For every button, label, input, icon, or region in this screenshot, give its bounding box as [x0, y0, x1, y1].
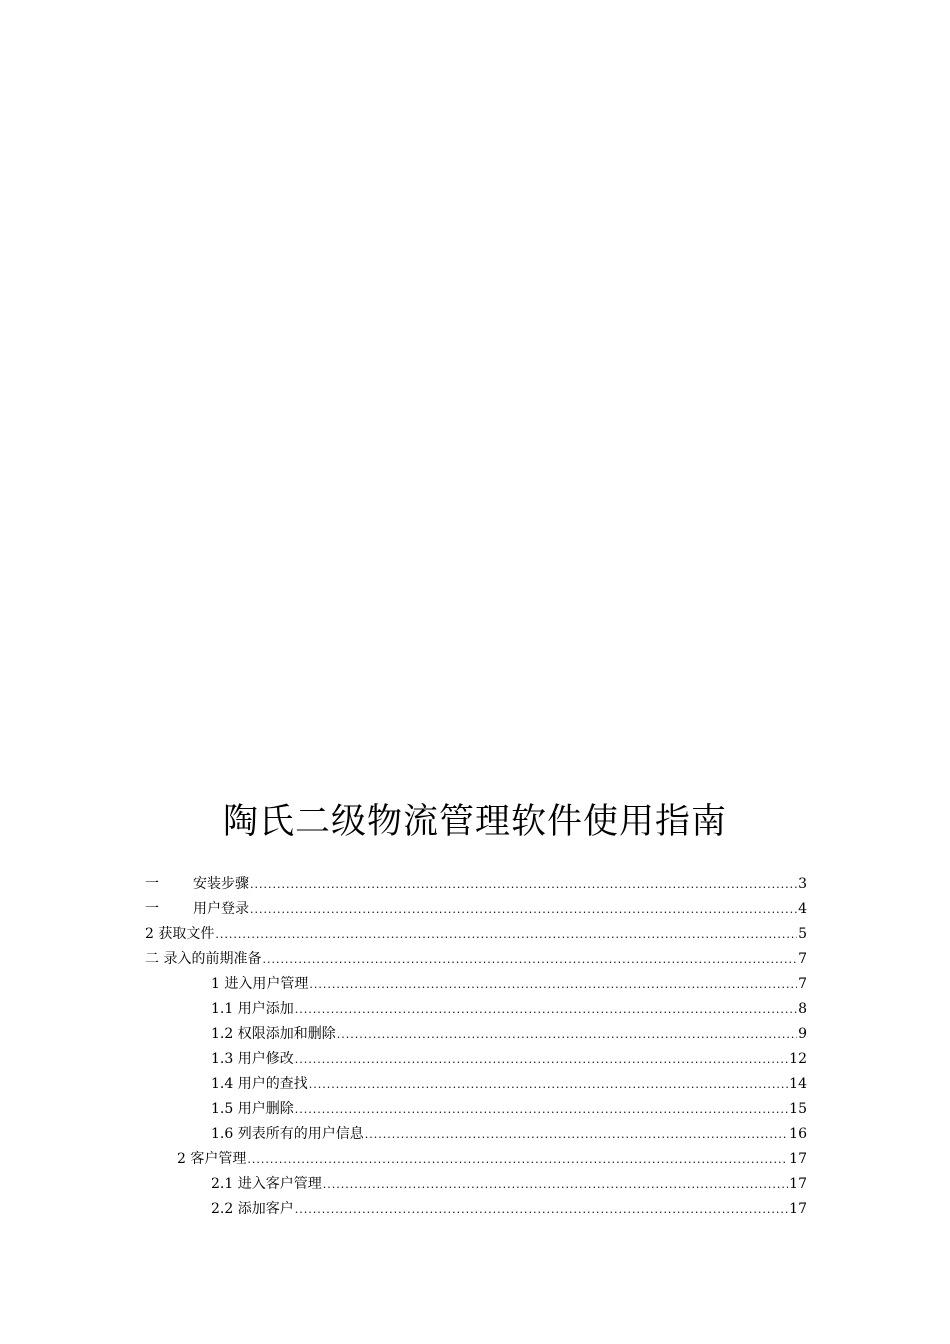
toc-leader-dots: [295, 1097, 788, 1122]
toc-entry[interactable]: [145, 947, 807, 972]
toc-leader-dots: [215, 922, 797, 947]
document-title: 陶氏二级物流管理软件使用指南: [222, 802, 727, 842]
toc-entry[interactable]: [145, 1072, 807, 1097]
toc-entry-page: 12: [789, 1051, 807, 1067]
toc-entry[interactable]: [145, 1147, 807, 1172]
toc-entry[interactable]: [145, 1022, 807, 1047]
toc-entry-label: 1 进入用户管理: [211, 976, 309, 992]
toc-entry-page: 17: [789, 1176, 807, 1192]
toc-entry-label: 用户登录: [193, 901, 249, 917]
toc-entry-label: 1.5 用户删除: [211, 1101, 294, 1117]
toc-leader-dots: [250, 897, 797, 922]
toc-entry[interactable]: [145, 1097, 807, 1122]
toc-entry[interactable]: [145, 897, 807, 922]
toc-leader-dots: [295, 1047, 788, 1072]
toc-entry-page: 7: [798, 951, 807, 967]
toc-entry-label: 1.4 用户的查找: [211, 1076, 308, 1092]
toc-leader-dots: [365, 1122, 788, 1147]
toc-entry-page: 5: [798, 926, 807, 942]
toc-entry[interactable]: [145, 997, 807, 1022]
toc-entry-page: 3: [798, 876, 807, 892]
toc-leader-dots: [309, 972, 797, 997]
table-of-contents: [145, 872, 807, 1222]
toc-entry-label: 二 录入的前期准备: [145, 951, 262, 967]
toc-entry-page: 14: [789, 1076, 807, 1092]
toc-entry-page: 17: [789, 1201, 807, 1217]
toc-entry-page: 15: [789, 1101, 807, 1117]
toc-entry-page: 7: [798, 976, 807, 992]
toc-leader-dots: [337, 1022, 797, 1047]
toc-entry[interactable]: [145, 1172, 807, 1197]
toc-entry[interactable]: [145, 1197, 807, 1222]
toc-entry-label: 2 获取文件: [145, 926, 215, 942]
toc-leader-dots: [309, 1072, 788, 1097]
toc-entry-label: 2.1 进入客户管理: [211, 1176, 322, 1192]
toc-entry-label: 1.1 用户添加: [211, 1001, 294, 1017]
toc-leader-dots: [262, 947, 797, 972]
toc-entry-page: 9: [798, 1026, 807, 1042]
toc-leader-dots: [247, 1147, 788, 1172]
toc-entry[interactable]: [145, 1047, 807, 1072]
toc-entry-prefix: 一: [145, 901, 159, 917]
toc-entry-label: 安装步骤: [193, 876, 249, 892]
toc-entry[interactable]: [145, 1122, 807, 1147]
toc-entry[interactable]: [145, 972, 807, 997]
toc-entry-label: 1.2 权限添加和删除: [211, 1026, 336, 1042]
toc-entry-label: 2 客户管理: [177, 1151, 247, 1167]
toc-entry-page: 17: [789, 1151, 807, 1167]
toc-entry-label: 1.3 用户修改: [211, 1051, 294, 1067]
toc-entry-page: 8: [798, 1001, 807, 1017]
toc-leader-dots: [323, 1172, 788, 1197]
toc-entry-label: 1.6 列表所有的用户信息: [211, 1126, 364, 1142]
toc-entry[interactable]: [145, 872, 807, 897]
toc-leader-dots: [250, 872, 797, 897]
toc-entry-label: 2.2 添加客户: [211, 1201, 294, 1217]
toc-entry-prefix: 一: [145, 876, 159, 892]
toc-entry-page: 4: [798, 901, 807, 917]
toc-entry[interactable]: [145, 922, 807, 947]
toc-entry-page: 16: [789, 1126, 807, 1142]
toc-leader-dots: [295, 997, 797, 1022]
toc-leader-dots: [295, 1197, 788, 1222]
